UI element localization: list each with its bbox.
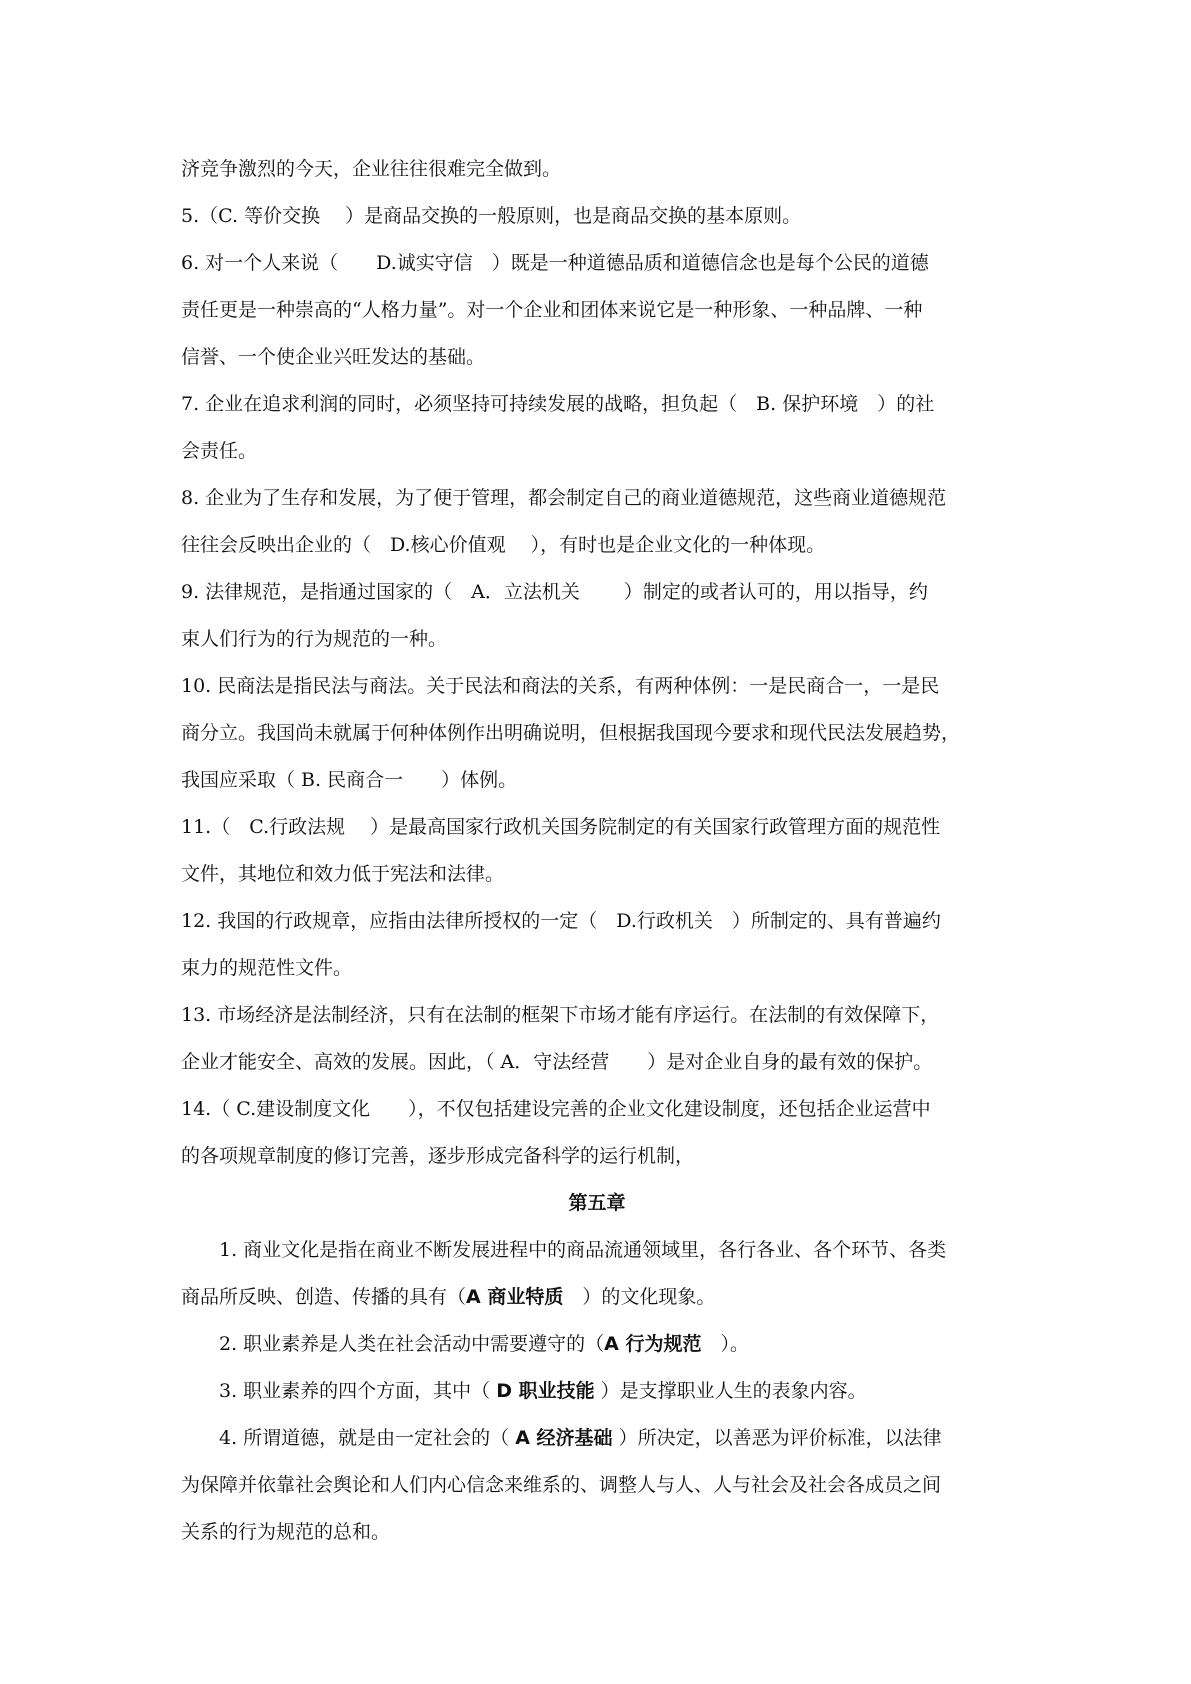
- question-10: 10. 民商法是指民法与商法。关于民法和商法的关系，有两种体例：一是民商合一，一是民: [181, 675, 940, 697]
- question-9: 9. 法律规范，是指通过国家的（ A．立法机关 ）制定的或者认可的，用以指导，约: [181, 581, 928, 603]
- answer-text: A 经济基础: [515, 1427, 613, 1449]
- question-text: 1. 商业文化是指在商业不断发展进程中的商品流通领域里，各行各业、各个环节、各类: [219, 1239, 947, 1261]
- question-text: ）所决定，以善恶为评价标准，以法律: [612, 1427, 942, 1449]
- chapter-title: 第五章: [568, 1192, 626, 1214]
- question-text: 3. 职业素养的四个方面，其中（: [219, 1380, 497, 1402]
- ch5-question-1: [181, 1227, 1013, 1274]
- question-11: 11.（ C.行政法规 ）是最高国家行政机关国务院制定的有关国家行政管理方面的规范性: [181, 816, 941, 838]
- text-line: 关系的行为规范的总和。: [181, 1521, 391, 1543]
- text-line: [181, 1274, 1013, 1321]
- text-line: 责任更是一种崇高的“人格力量”。对一个企业和团体来说它是一种形象、一种品牌、一种: [181, 299, 923, 321]
- text-line: 信誉、一个使企业兴旺发达的基础。: [181, 346, 486, 368]
- question-text: 2. 职业素养是人类在社会活动中需要遵守的（: [219, 1333, 605, 1355]
- text-line: 为保障并依靠社会舆论和人们内心信念来维系的、调整人与人、人与社会及社会各成员之间: [181, 1474, 942, 1496]
- text-line: 束力的规范性文件。: [181, 957, 353, 979]
- answer-text: A 行为规范: [604, 1333, 702, 1355]
- text-line: 商分立。我国尚未就属于何种体例作出明确说明，但根据我国现今要求和现代民法发展趋势，: [181, 722, 961, 744]
- answer-text: A 商业特质: [466, 1286, 564, 1308]
- document-page: [181, 146, 1013, 1556]
- text-line: 企业才能安全、高效的发展。因此，（ A．守法经营 ）是对企业自身的最有效的保护。: [181, 1051, 933, 1073]
- question-text: ）。: [701, 1333, 750, 1355]
- question-7: 7. 企业在追求利润的同时，必须坚持可持续发展的战略，担负起（ B. 保护环境 ）的社: [181, 393, 935, 415]
- text-line: 的各项规章制度的修订完善，逐步形成完备科学的运行机制，: [181, 1145, 695, 1167]
- question-12: 12. 我国的行政规章，应指由法律所授权的一定（ D.行政机关 ）所制定的、具有普遍约: [181, 910, 941, 932]
- text-line: 往往会反映出企业的（ D.核心价值观 ），有时也是企业文化的一种体现。: [181, 534, 826, 556]
- ch5-question-4: [181, 1415, 1013, 1462]
- question-5: 5.（C. 等价交换 ）是商品交换的一般原则，也是商品交换的基本原则。: [181, 205, 802, 227]
- question-6: 6. 对一个人来说（ D.诚实守信 ）既是一种道德品质和道德信念也是每个公民的道德: [181, 252, 929, 274]
- text-line: 文件，其地位和效力低于宪法和法律。: [181, 863, 505, 885]
- ch5-question-3: [181, 1368, 1013, 1415]
- text-line: 会责任。: [181, 440, 258, 462]
- question-14: 14.（ C.建设制度文化 ），不仅包括建设完善的企业文化建设制度，还包括企业运营中: [181, 1098, 931, 1120]
- question-text: 商品所反映、创造、传播的具有（: [181, 1286, 467, 1308]
- answer-text: D 职业技能: [496, 1380, 595, 1402]
- question-8: 8. 企业为了生存和发展，为了便于管理，都会制定自己的商业道德规范，这些商业道德规范: [181, 487, 947, 509]
- question-text: ）的文化现象。: [563, 1286, 716, 1308]
- question-13: 13. 市场经济是法制经济，只有在法制的框架下市场才能有序运行。在法制的有效保障下，: [181, 1004, 940, 1026]
- question-text: 4. 所谓道德，就是由一定社会的（: [219, 1427, 516, 1449]
- text-line: 束人们行为的行为规范的一种。: [181, 628, 448, 650]
- text-line: 我国应采取（ B. 民商合一 ）体例。: [181, 769, 518, 791]
- ch5-question-2: [181, 1321, 1013, 1368]
- question-text: ）是支撑职业人生的表象内容。: [594, 1380, 867, 1402]
- text-line: 济竞争激烈的今天，企业往往很难完全做到。: [181, 158, 562, 180]
